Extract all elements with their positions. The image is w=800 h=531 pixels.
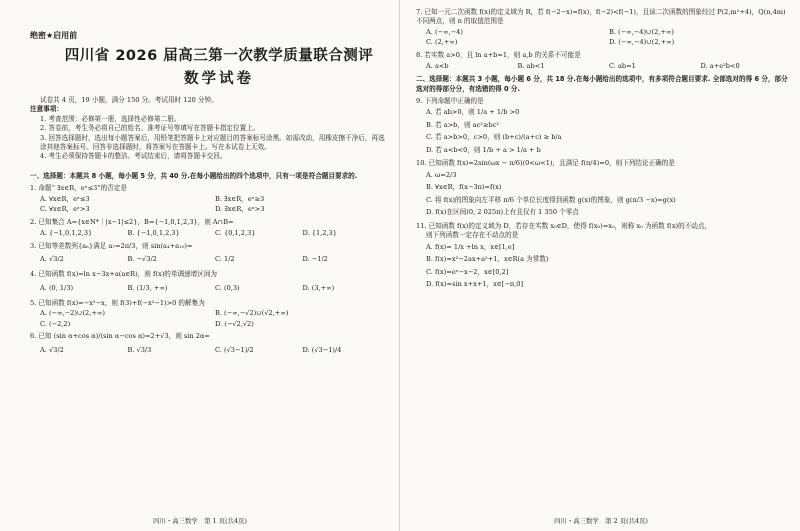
option-c: C. 1/2 <box>215 255 235 264</box>
section-2-heading: 二、选择题：本题共 3 小题，每小题 6 分，共 18 分.在每小题给出的选项中，有多项符合题目要求. 全部选对的得 6 分，部分选对的得部分分，有选错的得 0 分. <box>416 75 788 93</box>
question-1: 1. 命题“ ∃x∈R，eˣ≤3”的否定是 <box>30 184 127 193</box>
page-2-footer: 四川・高三数学 第 2 页(共4页) <box>554 517 648 525</box>
option-c: C. {0,1,2,3} <box>215 229 256 238</box>
option-a: A. {−1,0,1,2,3} <box>40 229 93 238</box>
question-9: 9. 下列命题中正确的是 <box>416 97 484 106</box>
option-b: B. (−∞,−√2)∪(√2,+∞) <box>215 309 289 318</box>
option-a: A. ∀x∈R，eˣ≤3 <box>40 194 90 203</box>
page-1-footer: 四川・高三数学 第 1 页(共4页) <box>153 517 247 525</box>
section-1-heading: 一、选择题：本题共 8 小题，每小题 5 分，共 40 分.在每小题给出的四个选项中，只有一项是符合题目要求的. <box>30 171 358 180</box>
question-5: 5. 已知函数 f(x)=−x³−x，则 f(3)+f(−x²−1)>0 的解集为 <box>30 298 205 307</box>
question-6-options <box>30 342 390 358</box>
option-a: A. f(x)= 1/x +ln x，x∈[1,e] <box>426 242 515 251</box>
exam-page-2 <box>402 0 800 531</box>
option-a: A. (−∞,−4) <box>426 27 463 36</box>
question-8: 8. 若实数 a>0，且 ln a+b=1，则 a,b 的关系不可能是 <box>416 50 581 59</box>
option-d: D. −1/2 <box>302 255 328 264</box>
option-b: B. f(x)=x²−2ax+a²+1，x∈R(a 为常数) <box>426 255 549 264</box>
question-3-options <box>30 251 390 267</box>
note-4: 4. 考生必须保持答题卡的整洁。考试结束后，请将答题卡交回。 <box>40 152 227 161</box>
option-b: B. {−1,0,1,2,3} <box>127 229 180 238</box>
option-d: D. ∃x∈R，eˣ>3 <box>215 205 265 214</box>
note-1: 1. 考查范围：必修第一册，选择性必修第二册。 <box>40 114 181 123</box>
question-6: 6. 已知 (sin α+cos α)/(sin α−cos α)=2+√3，则 sin 2α= <box>30 332 210 341</box>
option-b: B. √3/3 <box>127 345 152 354</box>
option-a: A. ω=2/3 <box>426 170 457 179</box>
option-c: C. ∀x∈R，eˣ>3 <box>40 205 90 214</box>
option-a: A. 若 ab>0，则 1/a + 1/b >0 <box>426 108 520 117</box>
option-c: C. f(x)=eˣ−x−2，x∈[0,2] <box>426 267 509 276</box>
question-3: 3. 已知等差数列{aₙ}满足 a₇=2π/3，则 sin(a₄+a₁₀)= <box>30 242 193 251</box>
option-c: C. (0,3) <box>215 283 240 292</box>
option-a: A. a<b <box>426 62 449 71</box>
option-b: B. ∃x∈R，eˣ≥3 <box>215 194 265 203</box>
question-1-options <box>30 194 390 215</box>
option-b: B. 若 a>b，则 ac²≥bc² <box>426 120 500 129</box>
option-d: D. 若 a<b<0，则 1/b + a > 1/a + b <box>426 145 541 154</box>
option-d: D. f(x)=sin x+x+1，x∈[−π,0] <box>426 280 524 289</box>
option-d: D. a+e²b<0 <box>700 62 740 71</box>
question-2-options <box>30 227 390 239</box>
question-11: 11. 已知函数 f(x)的定义域为 D，若存在实数 x₀∈D，使得 f(x₀)=x₀，则称 x₀ 为函数 f(x)的不动点， <box>416 221 712 230</box>
question-7-options <box>416 27 792 48</box>
option-c: C. ab=1 <box>609 62 636 71</box>
option-a: A. √3/2 <box>40 255 64 264</box>
notes-heading: 注意事项： <box>30 105 63 114</box>
option-a: A. (−∞,−2)∪(2,+∞) <box>40 309 105 318</box>
exam-title: 四川省 2026 届高三第一次教学质量联合测评 <box>64 48 374 64</box>
question-11-continued: 则下列函数一定存在不动点的是 <box>426 231 519 240</box>
note-2: 2. 答卷前，考生务必将自己的姓名、准考证号等填写在答题卡指定位置上。 <box>40 124 260 133</box>
exam-intro: 试卷共 4 页，19 小题，满分 150 分。考试用时 120 分钟。 <box>40 96 218 104</box>
option-d: D. f(x)在区间(0, 2 025π)上有且仅有 1 350 个零点 <box>426 208 579 217</box>
question-7: 7. 已知一元二次函数 f(x)的定义域为 R，若 f(−2−x)=f(x)，f(−2)<f(−1)，且该二次函数的图象经过 P(2,m²+4)，Q(n,4m)不同两点，则 n 的取值范围是 <box>416 8 786 26</box>
option-b: B. −√3/2 <box>127 255 157 264</box>
exam-subtitle: 数学试卷 <box>184 71 254 87</box>
question-2: 2. 已知集合 A={x∈N*｜|x−1|≤2}，B={−1,0,1,2,3}，则 A∩B= <box>30 217 234 226</box>
question-10: 10. 已知函数 f(x)=2sin(ωx − π/6)(0<ω<1)，且满足 f(π/4)=0，则下列结论正确的是 <box>416 159 675 168</box>
question-4: 4. 已知函数 f(x)=ln x−3x+a(a∈R)，则 f(x)的单调递增区间为 <box>30 270 218 279</box>
note-3: 3. 回答选择题时，选出每小题答案后，用铅笔把答题卡上对应题目的答案标号涂黑。如需改动，用橡皮擦干净后，再选涂其他答案标号。回答非选择题时，将答案写在答题卡上。写在本试卷上无效。 <box>40 133 385 152</box>
option-d: D. (−√2,√2) <box>215 319 254 328</box>
question-8-options <box>416 60 792 72</box>
option-b: B. ∀x∈R，f(x−3π)=f(x) <box>426 183 502 192</box>
option-c: C. 若 a>b>0，c>0，则 (b+c)/(a+c) ≥ b/a <box>426 133 562 142</box>
option-b: B. (−∞,−4)∪(2,+∞) <box>609 27 674 36</box>
option-d: D. {1,2,3} <box>302 229 337 238</box>
question-4-options <box>30 280 390 296</box>
option-b: B. (1/3, +∞) <box>127 283 168 292</box>
option-d: D. (−∞,−4)∪(2,+∞) <box>609 38 675 47</box>
option-c: C. 将 f(x)的图象向左平移 π/6 个单位长度得到函数 g(x)的图象，则 g(π/3 −x)=g(x) <box>426 195 676 204</box>
option-d: D. (√3−1)/4 <box>302 345 342 354</box>
option-a: A. (0, 1/3) <box>40 283 74 292</box>
option-d: D. (3,+∞) <box>302 283 335 292</box>
question-5-options <box>30 308 390 329</box>
secret-mark: 绝密★启用前 <box>30 31 78 40</box>
option-b: B. ab<1 <box>517 62 545 71</box>
option-a: A. √3/2 <box>40 345 64 354</box>
option-c: C. (−2,2) <box>40 319 71 328</box>
option-c: C. (2,+∞) <box>426 38 458 47</box>
option-c: C. (√3−1)/2 <box>215 345 254 354</box>
